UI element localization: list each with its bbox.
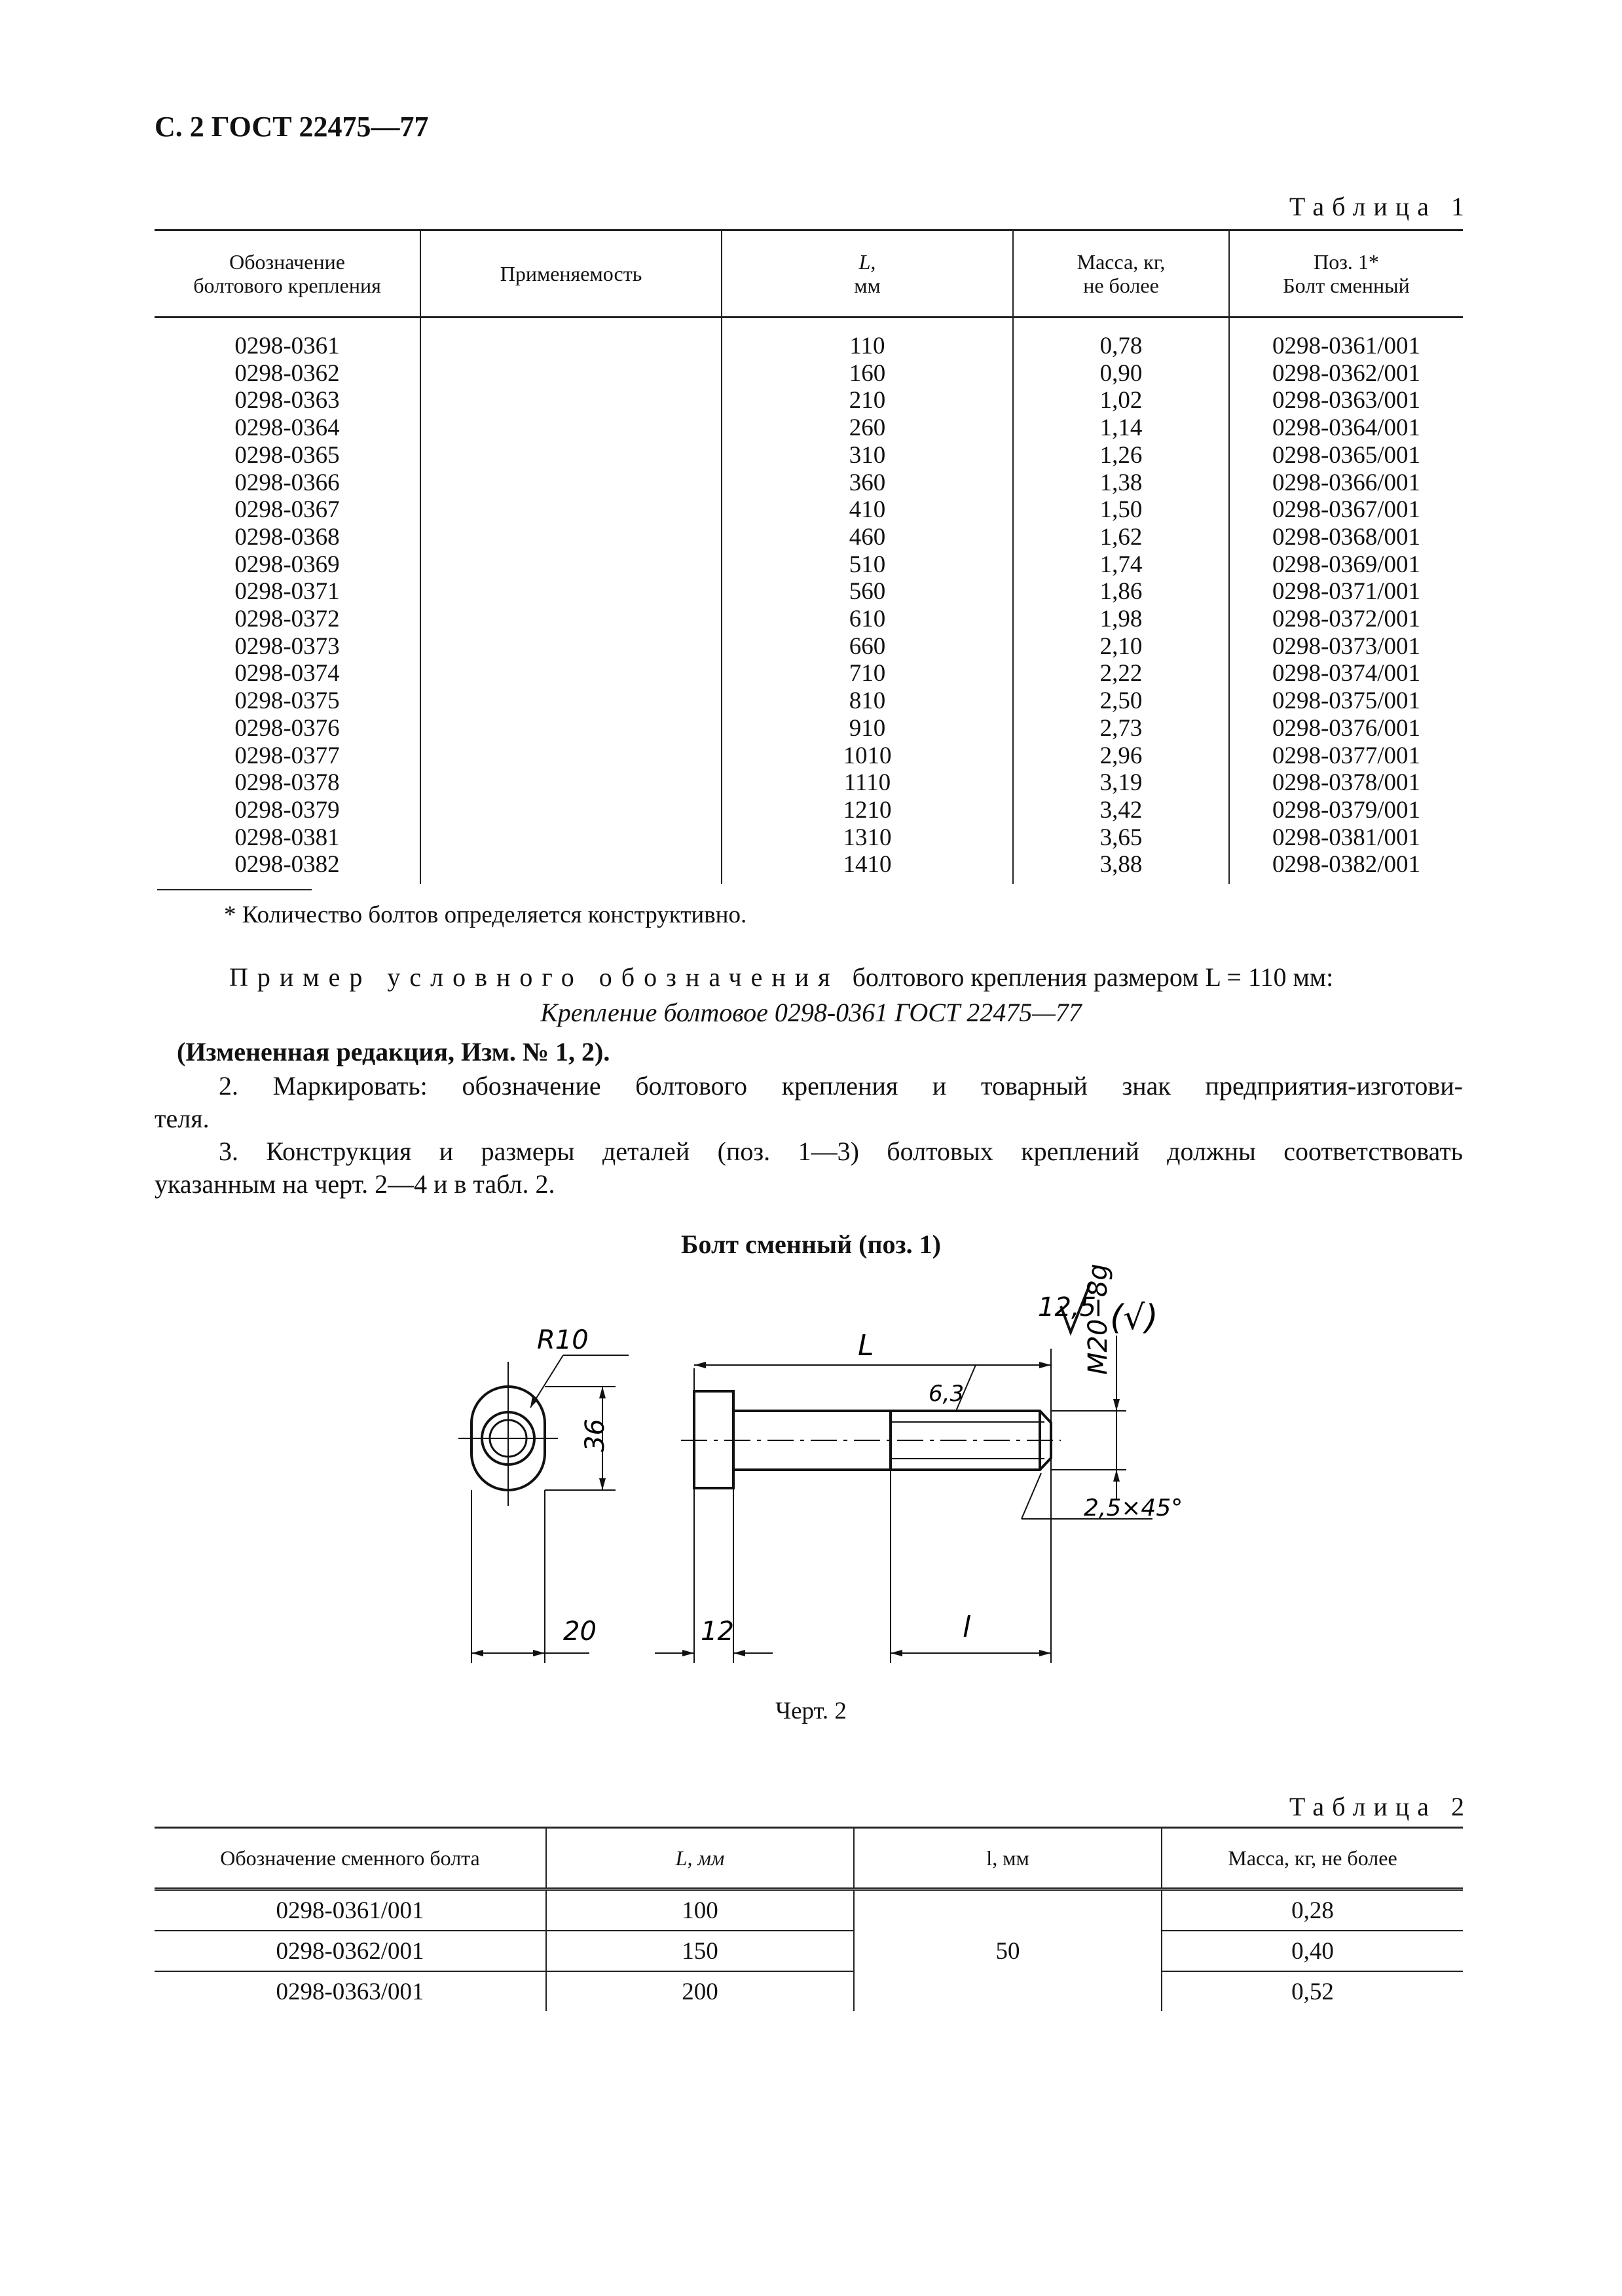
table-row: 0298-0365 310 1,26 0298-0365/001 — [155, 442, 1463, 469]
revision-note: (Измененная редакция, Изм. № 1, 2). — [177, 1037, 610, 1066]
table-row: 0298-0377 1010 2,96 0298-0377/001 — [155, 742, 1463, 770]
table-row: 0298-0375 810 2,50 0298-0375/001 — [155, 687, 1463, 715]
item-2-cont: теля. — [155, 1104, 210, 1133]
table-row: 0298-0371 560 1,86 0298-0371/001 — [155, 578, 1463, 606]
dim-l: l — [963, 1611, 971, 1644]
table-row: 0298-0372 610 1,98 0298-0372/001 — [155, 606, 1463, 633]
footnote-rule — [157, 889, 312, 890]
table1-col-bolt: Поз. 1* Болт сменный — [1229, 230, 1463, 318]
table1-col-mass: Масса, кг, не более — [1013, 230, 1229, 318]
table2-col-mass: Масса, кг, не более — [1162, 1828, 1463, 1889]
table1 — [155, 229, 1463, 884]
figure-title: Болт сменный (поз. 1) — [681, 1230, 941, 1259]
table-row: 0298-0363/001 200 0,52 — [155, 1971, 1463, 2011]
table-row: 0298-0364 260 1,14 0298-0364/001 — [155, 414, 1463, 442]
table-row: 0298-0373 660 2,10 0298-0373/001 — [155, 633, 1463, 661]
table-row: 0298-0369 510 1,74 0298-0369/001 — [155, 551, 1463, 579]
table2-l-value: 50 — [854, 1889, 1162, 2012]
item-3: 3. Конструкция и размеры деталей (поз. 1—3) болтовых креплений должны соответствовать — [219, 1137, 1463, 1166]
table2-col-L: L, мм — [546, 1828, 854, 1889]
roughness-rest: (√) — [1110, 1298, 1158, 1338]
table-row: 0298-0379 1210 3,42 0298-0379/001 — [155, 797, 1463, 824]
table2 — [155, 1827, 1463, 2011]
table-row: 0298-0361 110 0,78 0298-0361/001 — [155, 318, 1463, 360]
table-row: 0298-0362 160 0,90 0298-0362/001 — [155, 360, 1463, 388]
bolt-drawing — [432, 1264, 1218, 1683]
table1-col-L: L, мм — [722, 230, 1013, 318]
table1-header-row — [155, 230, 1463, 318]
table2-header-row — [155, 1828, 1463, 1889]
table-row: 0298-0381 1310 3,65 0298-0381/001 — [155, 824, 1463, 852]
figure-caption: Черт. 2 — [775, 1698, 847, 1724]
dim-r10: R10 — [537, 1325, 589, 1355]
table-row: 0298-0367 410 1,50 0298-0367/001 — [155, 496, 1463, 524]
roughness-value: 12,5 — [1038, 1292, 1097, 1322]
table-row: 0298-0374 710 2,22 0298-0374/001 — [155, 660, 1463, 687]
item-2: 2. Маркировать: обозначение болтового крепления и товарный знак предприятия-изготови- — [219, 1071, 1463, 1101]
table-row: 0298-0368 460 1,62 0298-0368/001 — [155, 524, 1463, 551]
dim-20: 20 — [563, 1616, 597, 1647]
example-line — [229, 961, 1333, 994]
dim-L: L — [858, 1329, 874, 1362]
table-row: 0298-0378 1110 3,19 0298-0378/001 — [155, 769, 1463, 797]
table1-col-designation: Обозначение болтового крепления — [193, 250, 381, 297]
dim-thread: M20−8g — [1083, 1264, 1113, 1375]
table2-caption: Таблица 2 — [1289, 1792, 1472, 1821]
roughness-63: 6,3 — [929, 1381, 965, 1407]
table-row: 0298-0382 1410 3,88 0298-0382/001 — [155, 851, 1463, 884]
page-header: С. 2 ГОСТ 22475—77 — [155, 111, 429, 143]
table-row: 0298-0366 360 1,38 0298-0366/001 — [155, 469, 1463, 497]
table2-col-designation: Обозначение сменного болта — [155, 1828, 546, 1889]
dim-36: 36 — [580, 1419, 610, 1452]
table-row: 0298-0376 910 2,73 0298-0376/001 — [155, 715, 1463, 742]
table-row: 0298-0361/001 100 50 0,28 — [155, 1889, 1463, 1931]
table1-col-applicability: Применяемость — [420, 230, 722, 318]
table1-caption: Таблица 1 — [1289, 192, 1472, 221]
table-row: 0298-0362/001 150 0,40 — [155, 1931, 1463, 1971]
dim-12: 12 — [701, 1616, 734, 1647]
example-rest: болтового крепления размером L = 110 мм: — [852, 962, 1334, 992]
example-spaced: Пример условного обозначения — [229, 962, 839, 992]
table2-col-l: l, мм — [854, 1828, 1162, 1889]
footnote: * Количество болтов определяется конструктивно. — [224, 902, 747, 928]
table-row: 0298-0363 210 1,02 0298-0363/001 — [155, 387, 1463, 414]
item-3-cont: указанным на черт. 2—4 и в табл. 2. — [155, 1169, 555, 1199]
example-designation: Крепление болтовое 0298-0361 ГОСТ 22475—77 — [540, 998, 1082, 1027]
dim-chamfer: 2,5×45° — [1084, 1495, 1183, 1522]
